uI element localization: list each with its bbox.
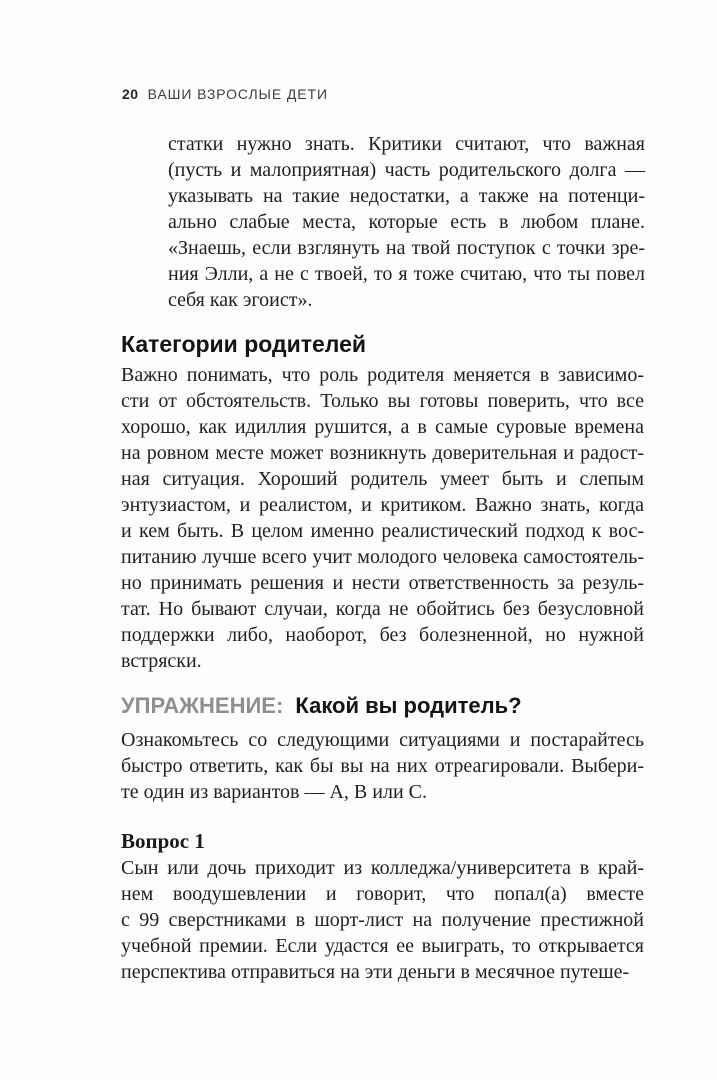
running-head <box>122 86 328 102</box>
quote-continuation-paragraph <box>168 131 645 313</box>
section-heading-categories: Категории родителей <box>121 331 367 357</box>
page-number: 20 <box>122 86 139 102</box>
text-line: но принимать решения и нести ответственность за резуль- <box>121 572 644 594</box>
text-line: ально слабые места, которые есть в любом плане. <box>168 211 645 233</box>
text-line: указывать на такие недостатки, а также на потенци- <box>168 185 645 207</box>
text-line: Ознакомьтесь со следующими ситуациями и постарайтесь <box>121 729 644 751</box>
text-line: учебной премии. Если удастся ее выиграть, то открывается <box>121 935 644 957</box>
text-line: на ровном месте может возникнуть доверительная и радост- <box>121 442 644 464</box>
exercise-heading <box>121 692 522 720</box>
text-line: ная ситуация. Хороший родитель умеет быть и слепым <box>121 468 644 490</box>
text-line: «Знаешь, если взглянуть на твой поступок с точки зре- <box>168 237 645 259</box>
text-line: ния Элли, а не с твоей, то я тоже считаю, что ты повел <box>168 263 645 285</box>
question-1-paragraph <box>121 855 644 985</box>
text-line: (пусть и малоприятная) часть родительского долга — <box>168 159 645 181</box>
text-line: Сын или дочь приходит из колледжа/университета в край- <box>121 857 644 879</box>
text-line: быстро ответить, как бы вы на них отреагировали. Выбери- <box>121 755 644 777</box>
exercise-intro-paragraph <box>121 727 644 805</box>
text-line: встряски. <box>121 650 202 672</box>
text-line: тат. Но бывают случаи, когда не обойтись без безусловной <box>121 598 644 620</box>
exercise-label: УПРАЖНЕНИЕ: <box>121 693 284 718</box>
running-title: ВАШИ ВЗРОСЛЫЕ ДЕТИ <box>147 86 328 102</box>
section-paragraph <box>121 362 644 674</box>
exercise-title: Какой вы родитель? <box>295 693 522 718</box>
text-line: перспектива отправиться на эти деньги в месячное путеше- <box>121 961 630 983</box>
text-line: хорошо, как идиллия рушится, а в самые суровые времена <box>121 416 644 438</box>
text-line: сти от обстоятельств. Только вы готовы поверить, что все <box>121 390 644 412</box>
text-line: те один из вариантов — A, B или C. <box>121 781 427 803</box>
text-line: поддержки либо, наоборот, без болезненной, но нужной <box>121 624 644 646</box>
text-line: и кем быть. В целом именно реалистический подход к вос- <box>121 520 644 542</box>
question-1-heading: Вопрос 1 <box>121 829 205 853</box>
text-line: себя как эгоист». <box>168 289 313 311</box>
text-line: с 99 сверстниками в шорт-лист на получение престижной <box>121 909 644 931</box>
text-line: нем воодушевлении и говорит, что попал(а) вместе <box>121 883 644 905</box>
text-line: статки нужно знать. Критики считают, что важная <box>168 133 645 155</box>
text-line: энтузиастом, и реалистом, и критиком. Важно знать, когда <box>121 494 644 516</box>
text-line: питанию лучше всего учит молодого человека самостоятель- <box>121 546 644 568</box>
text-line: Важно понимать, что роль родителя меняется в зависимо- <box>121 364 644 386</box>
